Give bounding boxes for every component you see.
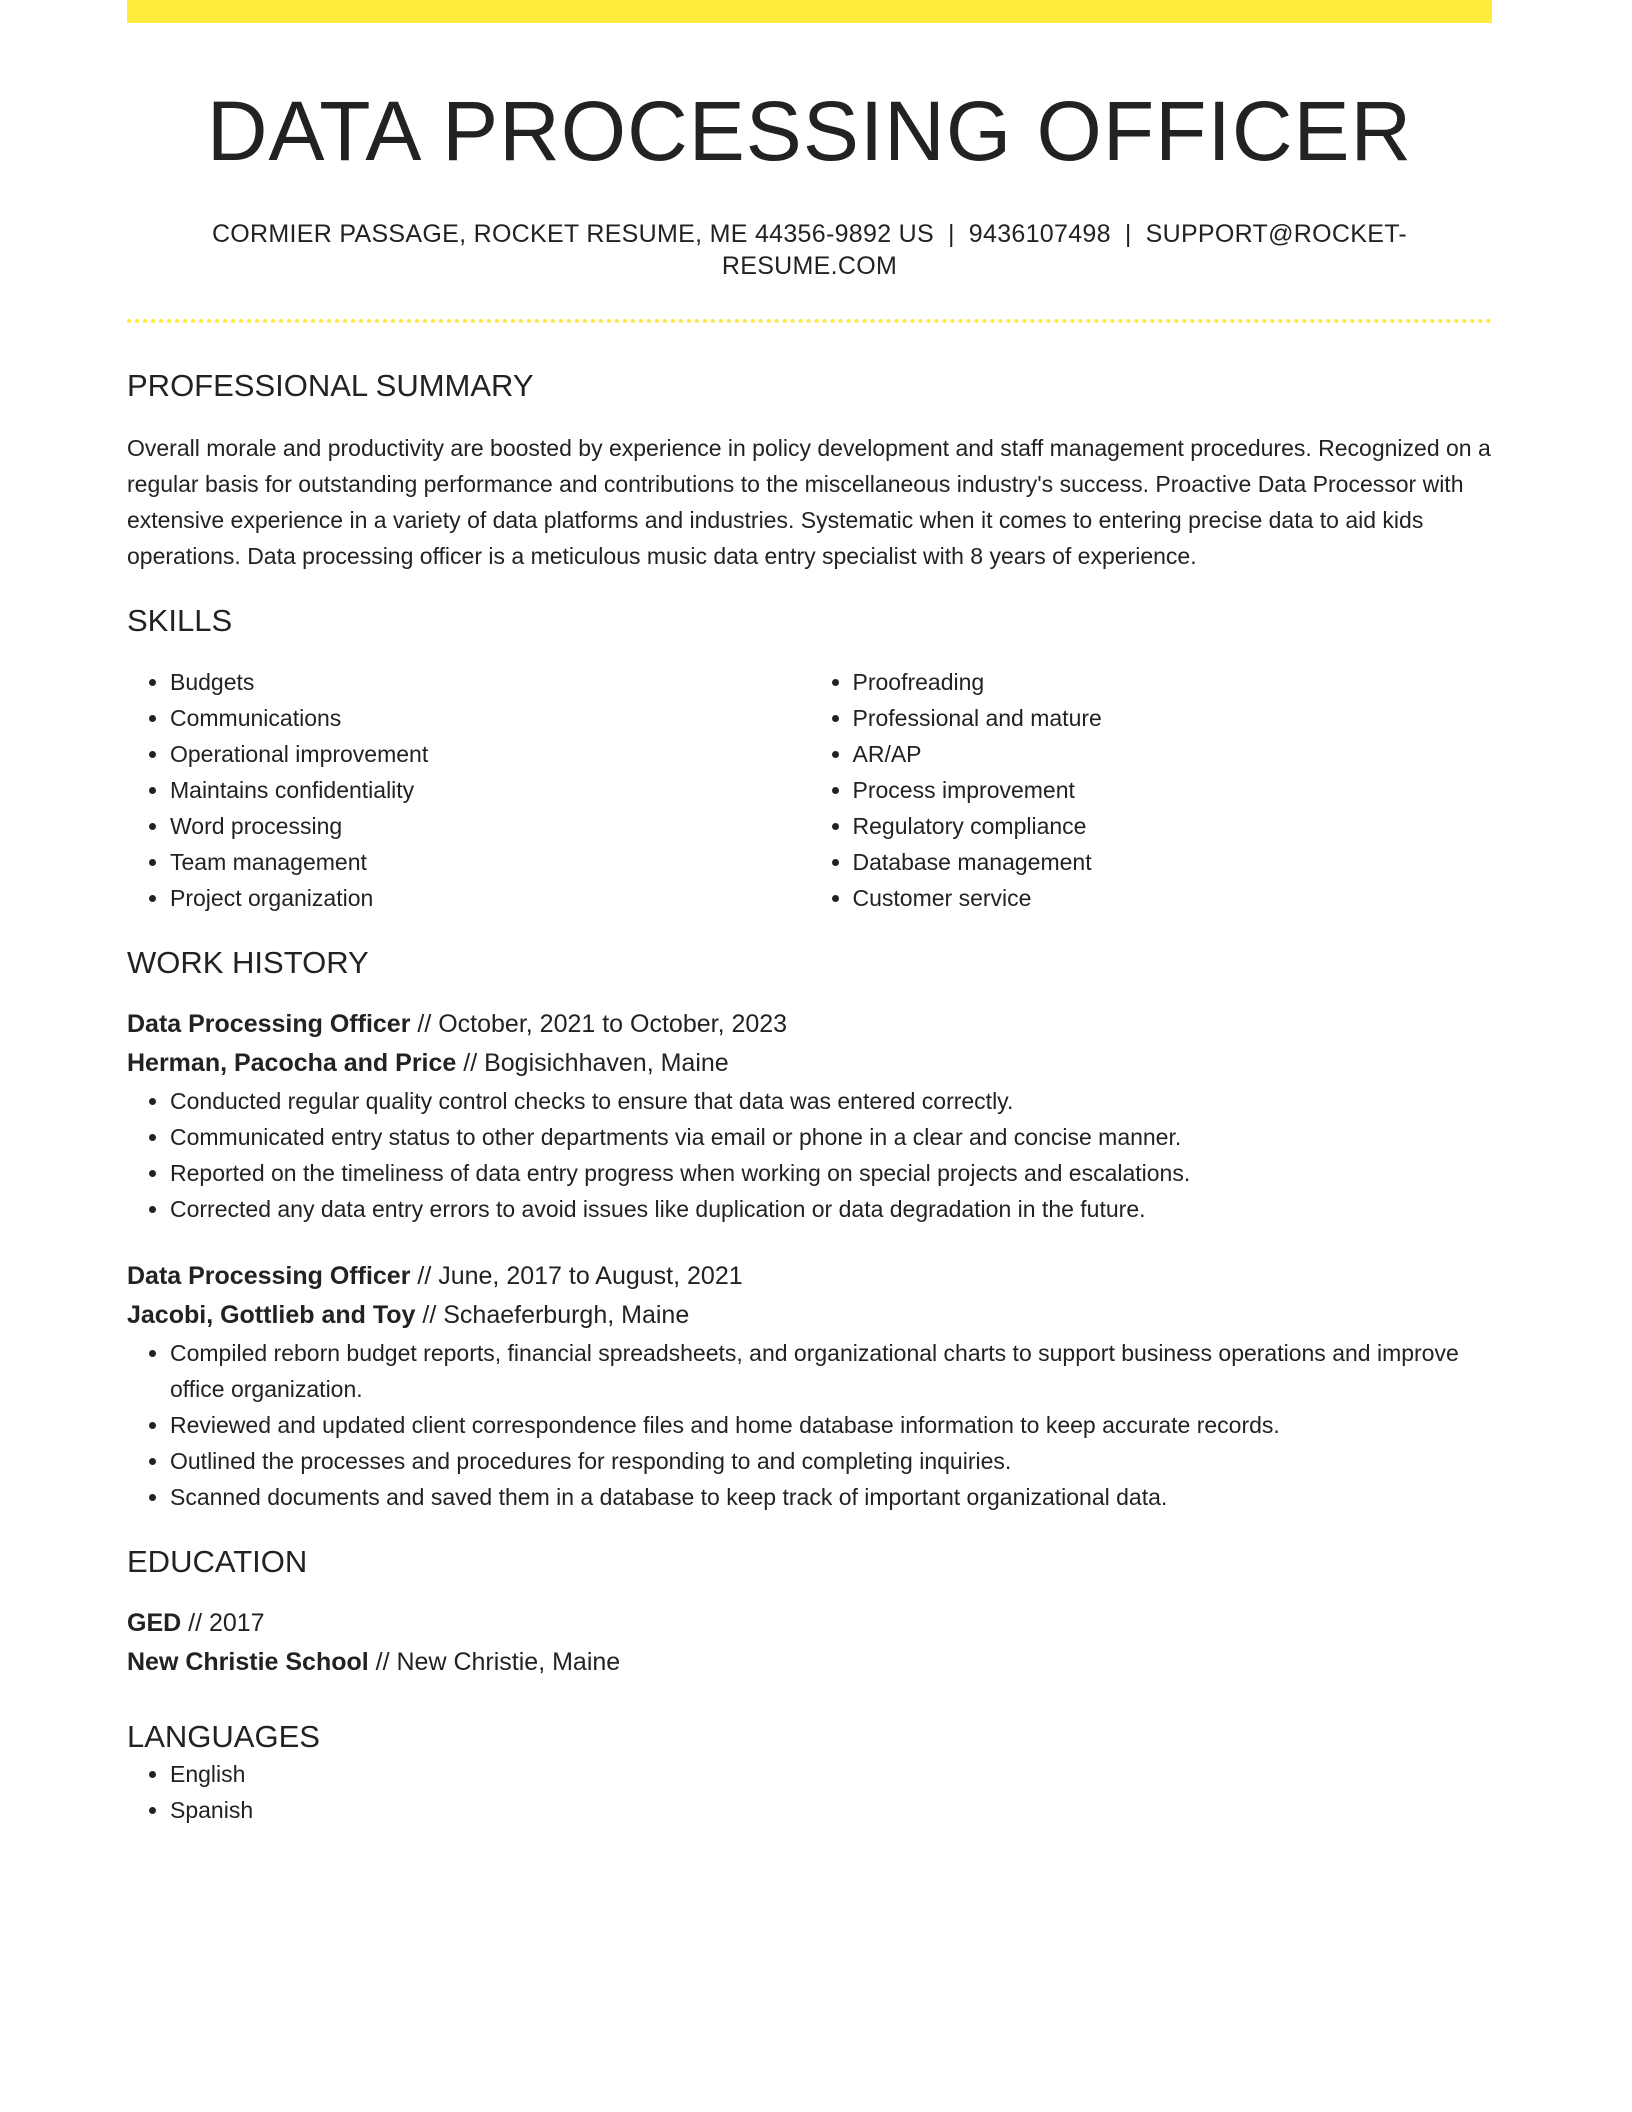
job-dates: // June, 2017 to August, 2021: [410, 1262, 743, 1291]
top-accent-bar: [127, 0, 1492, 23]
job-duty: • Compiled reborn budget reports, financial spreadsheets, and organizational charts to support business operations and improve office organization.: [170, 1335, 1492, 1407]
education-location: // New Christie, Maine: [368, 1648, 621, 1677]
job-duty: • Scanned documents and saved them in a database to keep track of important organizational data.: [170, 1479, 1492, 1515]
job-duty: • Outlined the processes and procedures for responding to and completing inquiries.: [170, 1443, 1492, 1479]
contact-phone[interactable]: 9436107498: [968, 219, 1111, 248]
job-duty: • Communicated entry status to other departments via email or phone in a clear and concise manner.: [170, 1119, 1492, 1155]
job-duties-list: [127, 1083, 1492, 1227]
skill-item: • Professional and mature: [853, 700, 1493, 736]
section-title-summary: PROFESSIONAL SUMMARY: [127, 367, 534, 403]
skills-list-left: [127, 664, 810, 916]
skill-item: • Proofreading: [853, 664, 1493, 700]
skill-item: • Process improvement: [853, 772, 1493, 808]
job-role: Data Processing Officer: [127, 1262, 411, 1291]
job-duty: • Conducted regular quality control checks to ensure that data was entered correctly.: [170, 1083, 1492, 1119]
education-year: // 2017: [181, 1609, 265, 1638]
job-company-line: [127, 1296, 1492, 1335]
skill-item: • Regulatory compliance: [853, 808, 1493, 844]
skills-list-right: [810, 664, 1493, 916]
resume-page: [127, 0, 1492, 1828]
contact-separator: |: [947, 219, 955, 248]
job-role: Data Processing Officer: [127, 1010, 411, 1039]
job-location: // Schaeferburgh, Maine: [415, 1301, 690, 1330]
job-dates: // October, 2021 to October, 2023: [410, 1010, 788, 1039]
job-company: Jacobi, Gottlieb and Toy: [127, 1301, 416, 1330]
skill-item: • Word processing: [170, 808, 810, 844]
resume-title: DATA PROCESSING OFFICER: [206, 84, 1413, 178]
section-title-education: EDUCATION: [127, 1544, 308, 1580]
job-duties-list: [127, 1335, 1492, 1515]
job-duty: • Reported on the timeliness of data entry progress when working on special projects and escalations.: [170, 1155, 1492, 1191]
contact-address: CORMIER PASSAGE, ROCKET RESUME, ME 44356-9892 US: [211, 219, 934, 248]
summary-text: Overall morale and productivity are boosted by experience in policy development and staff management procedures. Recognized on a regular basis for outstanding performance and contributions to the miscellaneous industry's success. Proactive Data Processor with extensive experience in a variety of data platforms and industries. Systematic when it comes to entering precise data to aid kids operations. Data processing officer is a meticulous music data entry specialist with 8 years of experience.: [127, 434, 1491, 569]
language-item: • Spanish: [170, 1792, 1492, 1828]
language-item: • English: [170, 1756, 1492, 1792]
job-duty: • Corrected any data entry errors to avoid issues like duplication or data degradation in the future.: [170, 1191, 1492, 1227]
education-school-line: [127, 1643, 1492, 1682]
languages-list: [127, 1756, 1492, 1828]
skill-item: • Project organization: [170, 880, 810, 916]
skill-item: • Budgets: [170, 664, 810, 700]
skill-item: • AR/AP: [853, 736, 1493, 772]
education-school: New Christie School: [127, 1648, 369, 1677]
job-role-line: [127, 1005, 1492, 1044]
contact-email[interactable]: SUPPORT@ROCKET-RESUME.COM: [721, 219, 1408, 281]
skill-item: • Maintains confidentiality: [170, 772, 810, 808]
dotted-divider: [127, 319, 1492, 323]
job-role-line: [127, 1257, 1492, 1296]
job-company-line: [127, 1044, 1492, 1083]
skill-item: • Communications: [170, 700, 810, 736]
skill-item: • Customer service: [853, 880, 1493, 916]
skill-item: • Team management: [170, 844, 810, 880]
skill-item: • Database management: [853, 844, 1493, 880]
education-degree-line: [127, 1604, 1492, 1643]
skills-columns: [127, 664, 1492, 916]
job-entry: [127, 1257, 1492, 1515]
contact-separator: |: [1124, 219, 1132, 248]
section-title-work-history: WORK HISTORY: [127, 944, 369, 980]
job-entry: [127, 1005, 1492, 1227]
contact-line: [127, 218, 1492, 283]
education-degree: GED: [127, 1609, 182, 1638]
job-duty: • Reviewed and updated client correspondence files and home database information to keep accurate records.: [170, 1407, 1492, 1443]
section-title-skills: SKILLS: [127, 602, 233, 638]
job-location: // Bogisichhaven, Maine: [456, 1049, 729, 1078]
job-company: Herman, Pacocha and Price: [127, 1049, 457, 1078]
education-entry: [127, 1604, 1492, 1682]
section-title-languages: LANGUAGES: [127, 1719, 320, 1755]
skill-item: • Operational improvement: [170, 736, 810, 772]
